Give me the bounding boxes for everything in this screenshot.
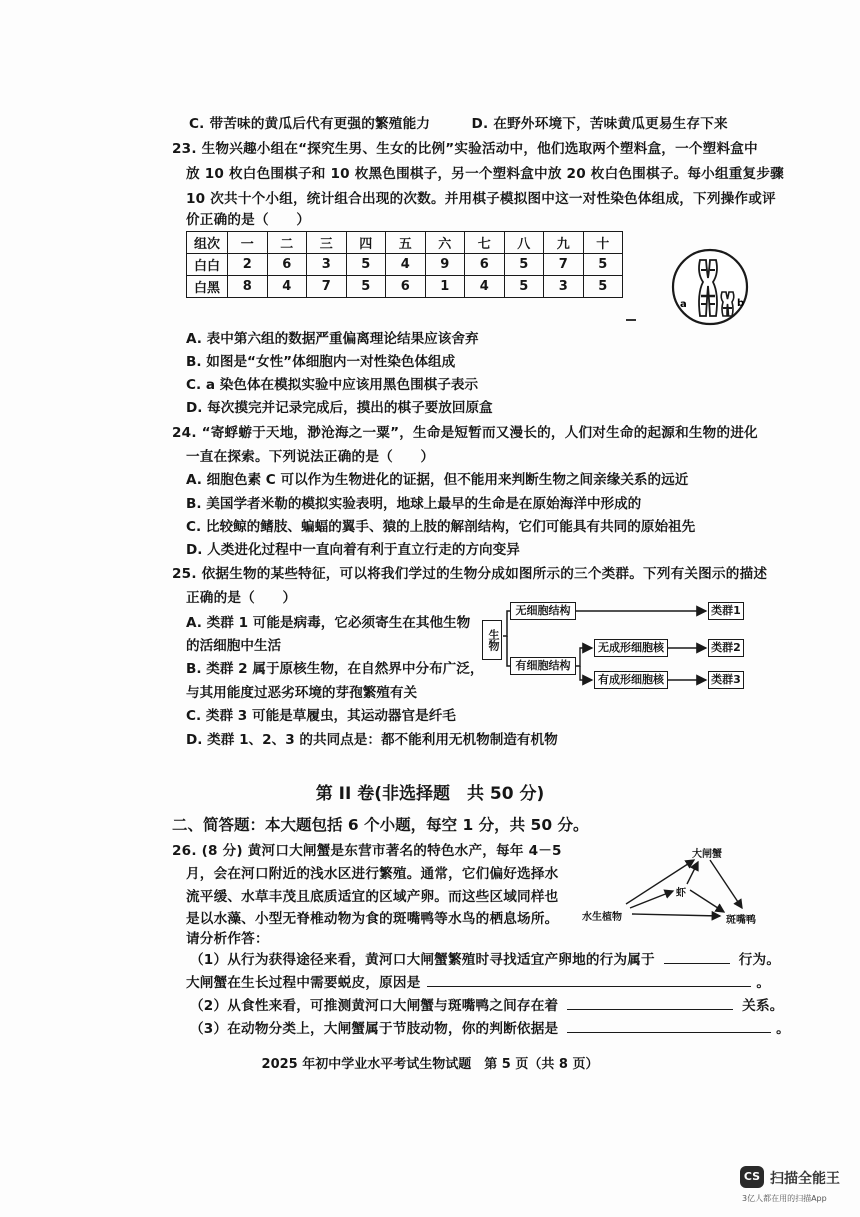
node-no-nucleus: 无成形细胞核 bbox=[594, 639, 668, 657]
q26-sub1-line-b bbox=[186, 971, 770, 991]
table-cell: 3 bbox=[307, 254, 347, 276]
chromosome-label-b: b bbox=[737, 298, 745, 309]
q24-stem-line-2: 一直在探索。下列说法正确的是（ ） bbox=[186, 449, 435, 465]
q22-options-cd: C. 带苦味的黄瓜后代有更强的繁殖能力 D. 在野外环境下，苦味黄瓜更易生存下来 bbox=[189, 116, 728, 132]
table-cell: 6 bbox=[465, 254, 505, 276]
node-has-cell-structure: 有细胞结构 bbox=[510, 657, 576, 675]
q25-option-a-line-2: 的活细胞中生活 bbox=[186, 638, 282, 654]
table-header-cell: 八 bbox=[504, 232, 544, 254]
results-table bbox=[186, 231, 623, 298]
page-footer: 2025 年初中学业水平考试生物试题 第 5 页（共 8 页） bbox=[261, 1057, 599, 1072]
chromosome-label-a: a bbox=[680, 299, 687, 310]
table-cell: 5 bbox=[504, 276, 544, 298]
node-organism: 生物 bbox=[482, 620, 502, 660]
scanner-tagline: 3亿人都在用的扫描App bbox=[742, 1194, 827, 1203]
q25-option-c: C. 类群 3 可能是草履虫，其运动器官是纤毛 bbox=[186, 708, 456, 724]
table-cell: 7 bbox=[307, 276, 347, 298]
q26-sub2-text: （2）从食性来看，可推测黄河口大闸蟹与斑嘴鸭之间存在着 bbox=[190, 998, 559, 1014]
q25-option-d: D. 类群 1、2、3 的共同点是：都不能利用无机物制造有机物 bbox=[186, 732, 558, 748]
table-cell: 白白 bbox=[187, 254, 228, 276]
table-cell: 5 bbox=[583, 276, 623, 298]
q26-sub2-end: 关系。 bbox=[742, 998, 784, 1014]
table-header-cell: 二 bbox=[267, 232, 307, 254]
part-2-title: 第 II 卷(非选择题 共 50 分) bbox=[315, 784, 545, 804]
answer-blank-1[interactable] bbox=[664, 949, 730, 964]
q23-stem-line-1: 23. 生物兴趣小组在“探究生男、生女的比例”实验活动中，他们选取两个塑料盒，一个塑料盒中 bbox=[172, 141, 758, 157]
table-header-cell: 十 bbox=[583, 232, 623, 254]
node-group-1: 类群1 bbox=[708, 602, 744, 620]
table-cell: 2 bbox=[228, 254, 268, 276]
table-header-cell: 九 bbox=[544, 232, 584, 254]
table-row bbox=[187, 276, 623, 298]
table-cell: 8 bbox=[228, 276, 268, 298]
scanner-brand: 扫描全能王 bbox=[770, 1171, 840, 1187]
q24-option-a: A. 细胞色素 C 可以作为生物进化的证据，但不能用来判断生物之间亲缘关系的远近 bbox=[186, 472, 689, 488]
q23-stem-line-3: 10 次共十个小组，统计组合出现的次数。并用棋子模拟图中这一对性染色体组成，下列操作或评 bbox=[186, 191, 776, 207]
food-web-aquatic-plant: 水生植物 bbox=[582, 912, 622, 923]
q26-sub1-end: 行为。 bbox=[738, 952, 781, 968]
table-row bbox=[187, 254, 623, 276]
q25-stem-line-1: 25. 依据生物的某些特征，可以将我们学过的生物分成如图所示的三个类群。下列有关图示的描述 bbox=[172, 566, 768, 582]
q23-stem-line-2: 放 10 枚白色围棋子和 10 枚黑色围棋子，另一个塑料盒中放 20 枚白色围棋子。每小组重复步骤 bbox=[186, 166, 784, 182]
answer-blank-2[interactable] bbox=[427, 972, 751, 987]
q26-sub3-line bbox=[190, 1017, 790, 1037]
table-cell: 5 bbox=[346, 254, 386, 276]
table-cell: 5 bbox=[583, 254, 623, 276]
q23-option-d: D. 每次摸完并记录完成后，摸出的棋子要放回原盒 bbox=[186, 400, 493, 416]
section-2-heading: 二、简答题：本大题包括 6 个小题，每空 1 分，共 50 分。 bbox=[172, 816, 589, 834]
scan-mark bbox=[626, 319, 636, 321]
q26-stem-line-1: 26. (8 分) 黄河口大闸蟹是东营市著名的特色水产，每年 4－5 bbox=[172, 843, 562, 859]
table-cell: 3 bbox=[544, 276, 584, 298]
table-header-cell: 七 bbox=[465, 232, 505, 254]
q26-sub1-text: （1）从行为获得途径来看，黄河口大闸蟹繁殖时寻找适宜产卵地的行为属于 bbox=[190, 952, 655, 968]
q25-option-a-line-1: A. 类群 1 可能是病毒，它必须寄生在其他生物 bbox=[186, 615, 471, 631]
table-header-cell: 四 bbox=[346, 232, 386, 254]
node-has-nucleus: 有成形细胞核 bbox=[594, 671, 668, 689]
q25-option-b-line-2: 与其用能度过恶劣环境的芽孢繁殖有关 bbox=[186, 685, 418, 701]
table-header-cell: 三 bbox=[307, 232, 347, 254]
table-cell: 6 bbox=[386, 276, 426, 298]
table-cell: 9 bbox=[425, 254, 465, 276]
food-web-duck: 斑嘴鸭 bbox=[726, 915, 756, 926]
table-cell: 4 bbox=[386, 254, 426, 276]
q26-sub3-text: （3）在动物分类上，大闸蟹属于节肢动物，你的判断依据是 bbox=[190, 1021, 559, 1037]
table-cell: 1 bbox=[425, 276, 465, 298]
table-header-cell: 五 bbox=[386, 232, 426, 254]
table-header-cell: 六 bbox=[425, 232, 465, 254]
q26-stem-line-4: 是以水藻、小型无脊椎动物为食的斑嘴鸭等水鸟的栖息场所。 bbox=[186, 911, 559, 927]
q23-option-a: A. 表中第六组的数据严重偏离理论结果应该舍弃 bbox=[186, 331, 479, 347]
food-web-shrimp: 虾 bbox=[676, 888, 686, 899]
table-cell: 5 bbox=[504, 254, 544, 276]
q24-option-c: C. 比较鲸的鳍肢、蝙蝠的翼手、猿的上肢的解剖结构，它们可能具有共同的原始祖先 bbox=[186, 519, 696, 535]
table-header-row bbox=[187, 232, 623, 254]
q26-sub2-line bbox=[190, 994, 784, 1014]
table-header-cell: 一 bbox=[228, 232, 268, 254]
chromosome-figure bbox=[670, 246, 750, 328]
table-cell: 5 bbox=[346, 276, 386, 298]
q26-stem-line-5: 请分析作答： bbox=[186, 931, 269, 947]
node-group-3: 类群3 bbox=[708, 671, 744, 689]
table-cell: 6 bbox=[267, 254, 307, 276]
table-cell: 7 bbox=[544, 254, 584, 276]
q23-stem-line-4: 价正确的是（ ） bbox=[186, 212, 311, 228]
q26-sub1-line-a bbox=[190, 948, 780, 968]
answer-blank-4[interactable] bbox=[567, 1018, 771, 1033]
table-cell: 白黑 bbox=[187, 276, 228, 298]
scanner-logo-icon: CS bbox=[740, 1166, 764, 1188]
q26-sub3-end: 。 bbox=[776, 1021, 790, 1037]
q26-stem-line-3: 流平缓、水草丰茂且底质适宜的区域产卵。而这些区域同样也 bbox=[186, 889, 559, 905]
q25-option-b-line-1: B. 类群 2 属于原核生物，在自然界中分布广泛， bbox=[186, 661, 484, 677]
node-group-2: 类群2 bbox=[708, 639, 744, 657]
table-cell: 4 bbox=[267, 276, 307, 298]
q26-stem-line-2: 月，会在河口附近的浅水区进行繁殖。通常，它们偏好选择水 bbox=[186, 866, 559, 882]
q24-option-d: D. 人类进化过程中一直向着有利于直立行走的方向变异 bbox=[186, 542, 520, 558]
q23-option-c: C. a 染色体在模拟实验中应该用黑色围棋子表示 bbox=[186, 377, 479, 393]
table-header-cell: 组次 bbox=[187, 232, 228, 254]
node-no-cell-structure: 无细胞结构 bbox=[510, 602, 576, 620]
q23-option-b: B. 如图是“女性”体细胞内一对性染色体组成 bbox=[186, 354, 456, 370]
q26-sub1b-text: 大闸蟹在生长过程中需要蜕皮，原因是 bbox=[186, 975, 421, 991]
table-cell: 4 bbox=[465, 276, 505, 298]
q24-stem-line-1: 24. “寄蜉蝣于天地，渺沧海之一粟”，生命是短暂而又漫长的，人们对生命的起源和生物的进化 bbox=[172, 425, 758, 441]
q26-sub1b-end: 。 bbox=[756, 975, 771, 991]
q25-stem-line-2: 正确的是（ ） bbox=[186, 590, 297, 606]
q24-option-b: B. 美国学者米勒的模拟实验表明，地球上最早的生命是在原始海洋中形成的 bbox=[186, 496, 642, 512]
answer-blank-3[interactable] bbox=[567, 995, 733, 1010]
food-web-crab: 大闸蟹 bbox=[692, 849, 722, 860]
